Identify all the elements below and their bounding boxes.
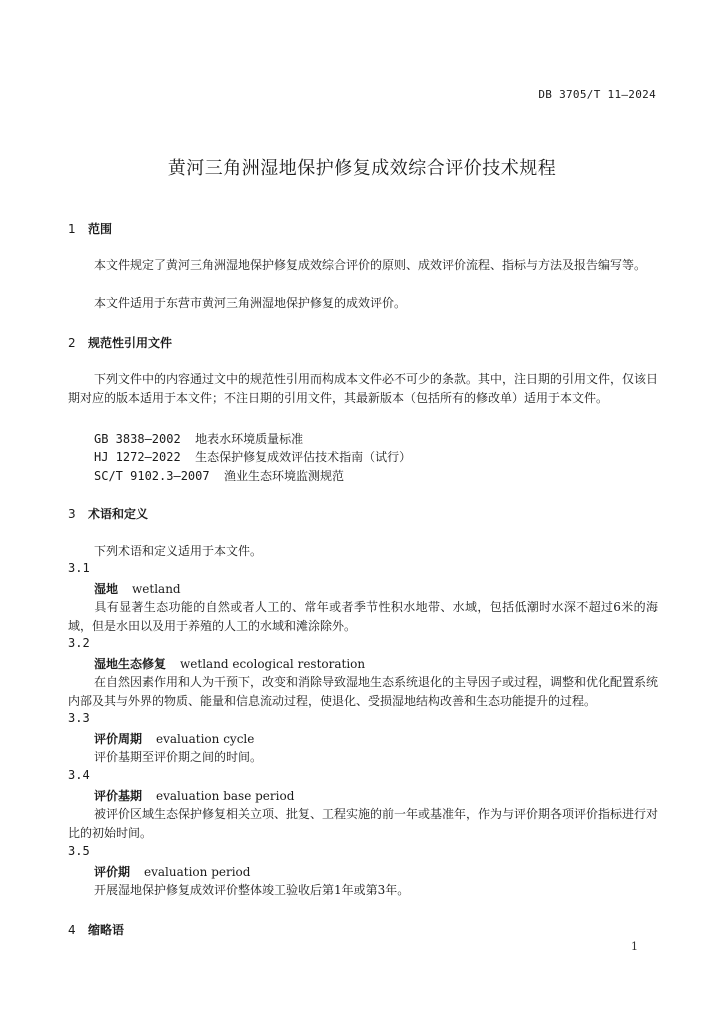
scope-paragraph-1 bbox=[68, 256, 658, 275]
term-definition bbox=[68, 598, 658, 636]
reference-code: SC/T 9102.3—2007 bbox=[94, 469, 210, 483]
term-number: 3.1 bbox=[68, 561, 90, 575]
term-entry bbox=[94, 655, 365, 672]
term-number: 3.5 bbox=[68, 844, 90, 858]
term-en: evaluation cycle bbox=[156, 732, 255, 746]
term-definition bbox=[68, 881, 658, 900]
term-zh: 评价期 bbox=[94, 865, 131, 879]
section-number: 1 bbox=[68, 222, 76, 236]
reference-title: 生态保护修复成效评估技术指南（试行） bbox=[195, 450, 412, 464]
reference-code: GB 3838—2002 bbox=[94, 432, 181, 446]
section-title: 规范性引用文件 bbox=[88, 336, 173, 350]
reference-item bbox=[94, 430, 303, 447]
definition-text: 开展湿地保护修复成效评价整体竣工验收后第1年或第3年。 bbox=[94, 883, 410, 897]
reference-title: 地表水环境质量标准 bbox=[195, 432, 304, 446]
term-definition bbox=[68, 748, 658, 767]
term-definition bbox=[68, 805, 658, 843]
normative-references-paragraph bbox=[68, 370, 658, 408]
section-title: 缩略语 bbox=[88, 923, 125, 937]
terms-intro: 下列术语和定义适用于本文件。 bbox=[94, 544, 263, 558]
section-number: 4 bbox=[68, 923, 76, 937]
term-number: 3.2 bbox=[68, 636, 90, 650]
section-number: 2 bbox=[68, 336, 76, 350]
scope-paragraph-2 bbox=[68, 294, 658, 313]
reference-code: HJ 1272—2022 bbox=[94, 450, 181, 464]
section-1-heading bbox=[68, 220, 112, 237]
paragraph-text: 本文件规定了黄河三角洲湿地保护修复成效综合评价的原则、成效评价流程、指标与方法及报告编写等。 bbox=[94, 258, 647, 272]
term-definition bbox=[68, 673, 658, 711]
reference-item bbox=[94, 467, 344, 484]
term-number: 3.4 bbox=[68, 768, 90, 782]
paragraph-text: 本文件适用于东营市黄河三角洲湿地保护修复的成效评价。 bbox=[94, 296, 407, 310]
term-en: evaluation period bbox=[144, 865, 251, 879]
page-number: 1 bbox=[631, 940, 638, 953]
term-en: evaluation base period bbox=[156, 789, 295, 803]
definition-text: 在自然因素作用和人为干预下，改变和消除导致湿地生态系统退化的主导因子或过程，调整和优化配置系统内部及其与外界的物质、能量和信息流动过程，使退化、受损湿地结构改善和生态功能提升的过程。 bbox=[68, 675, 659, 708]
term-zh: 评价周期 bbox=[94, 732, 143, 746]
term-entry bbox=[94, 730, 254, 747]
term-entry bbox=[94, 787, 294, 804]
term-number: 3.3 bbox=[68, 711, 90, 725]
section-4-heading bbox=[68, 921, 124, 938]
definition-text: 被评价区域生态保护修复相关立项、批复、工程实施的前一年或基准年，作为与评价期各项评价指标进行对比的初始时间。 bbox=[68, 807, 659, 840]
section-2-heading bbox=[68, 334, 172, 351]
section-title: 术语和定义 bbox=[88, 507, 149, 521]
term-zh: 评价基期 bbox=[94, 789, 143, 803]
standard-code: DB 3705/T 11—2024 bbox=[538, 88, 656, 101]
definition-text: 评价基期至评价期之间的时间。 bbox=[94, 750, 263, 764]
term-en: wetland bbox=[132, 582, 181, 596]
section-3-heading bbox=[68, 505, 148, 522]
definition-text: 具有显著生态功能的自然或者人工的、常年或者季节性积水地带、水域，包括低潮时水深不超过6米的海域，但是水田以及用于养殖的人工的水域和滩涂除外。 bbox=[68, 600, 658, 633]
term-entry bbox=[94, 863, 250, 880]
section-title: 范围 bbox=[88, 222, 113, 236]
term-en: wetland ecological restoration bbox=[180, 657, 366, 671]
section-number: 3 bbox=[68, 507, 76, 521]
term-zh: 湿地 bbox=[94, 582, 119, 596]
document-title: 黄河三角洲湿地保护修复成效综合评价技术规程 bbox=[167, 158, 557, 179]
reference-title: 渔业生态环境监测规范 bbox=[224, 469, 345, 483]
paragraph-text: 下列文件中的内容通过文中的规范性引用而构成本文件必不可少的条款。其中，注日期的引用文件，仅该日期对应的版本适用于本文件；不注日期的引用文件，其最新版本（包括所有的修改单）适用于本文件。 bbox=[68, 372, 659, 405]
term-entry bbox=[94, 580, 181, 597]
term-zh: 湿地生态修复 bbox=[94, 657, 167, 671]
reference-item bbox=[94, 448, 411, 465]
